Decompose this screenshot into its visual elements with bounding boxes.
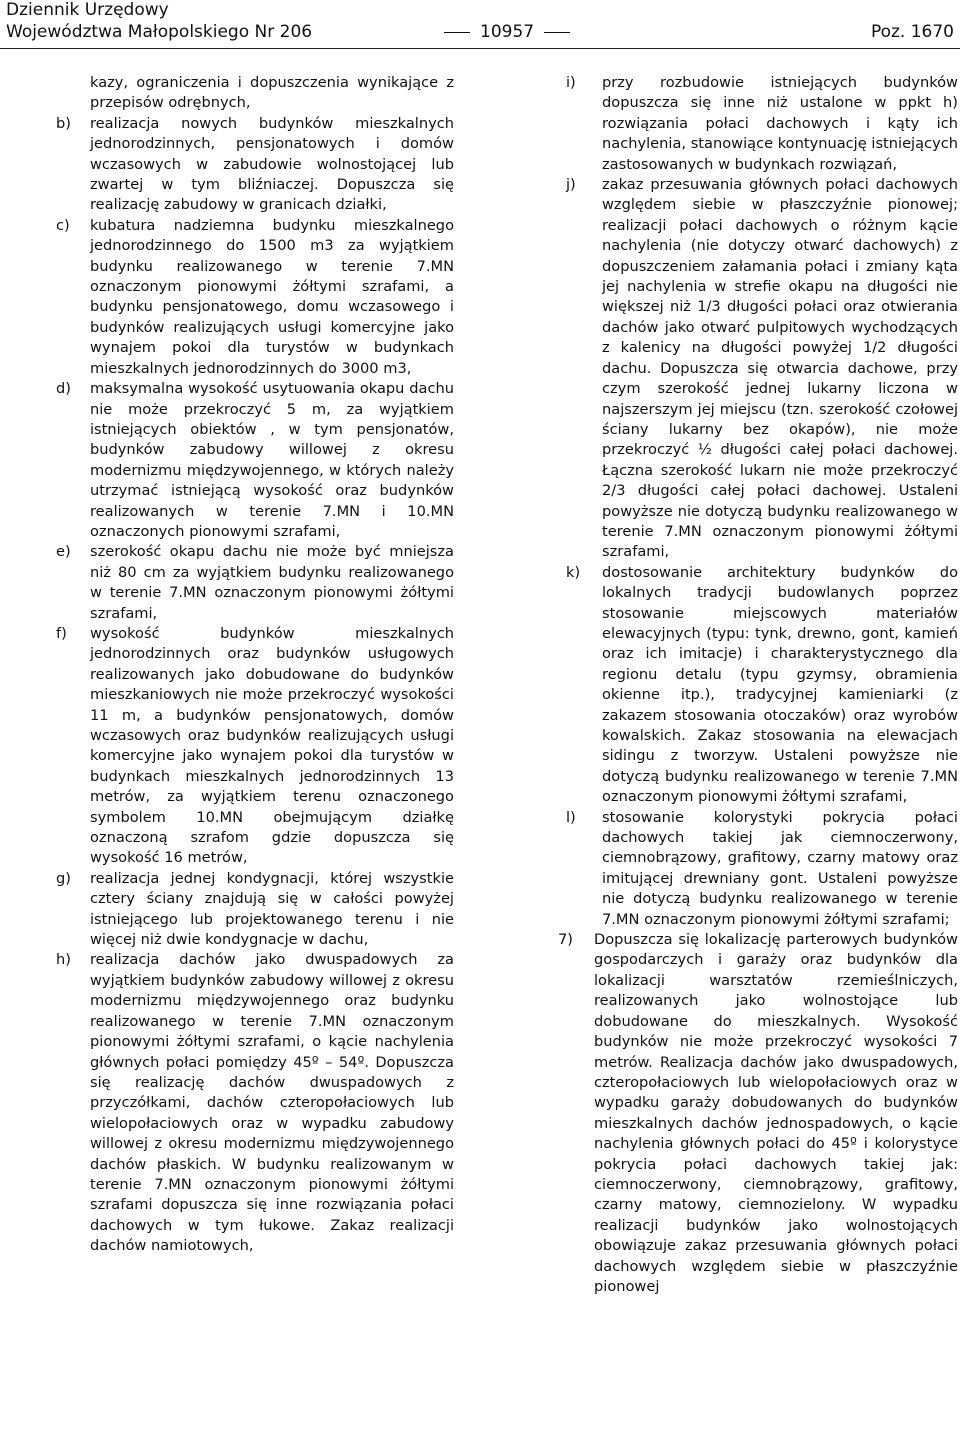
list-item-label: d) — [56, 380, 71, 398]
list-item-d — [56, 379, 454, 542]
list-item-label: j) — [566, 176, 576, 194]
list-item-text: dostosowanie architektury budynków do lokalnych tradycji budowlanych poprzez stosowanie miejscowych materiałów elewacyjnych (typu: tynk, drewno, gont, kamień oraz ich imitacje) i charakterystycznego dla regionu detalu (typu gzymsy, obramienia okienne itp.), tradycyjnej kamieniarki (z zakazem stosowania otoczaków) oraz wyrobów kowalskich. Zakaz stosowania na elewacjach sidingu z tworzyw. Ustaleni powyższe nie dotyczą budynku realizowanego w terenie 7.MN oznaczonym pionowymi żółtymi szrafami, — [602, 563, 958, 806]
numbered-item-text: Dopuszcza się lokalizację parterowych budynków gospodarczych i garaży oraz budynków dla lokalizacji warsztatów rzemieślniczych, realizowanych jako wolnostojące lub dobudowane do mieszkalnych. Wysokość budynków nie może przekroczyć wysokości 7 metrów. Realizacja dachów jako dwuspadowych, czteropołaciowych lub wielopołaciowych oraz w wypadku garaży dobudowanych do budynków mieszkalnych dachów jednospadowych, o kącie nachylenia głównych połaci do 45º i kolorystyce pokrycia połaci dachowych takiej jak: ciemnoczerwony, ciemnobrązowy, grafitowy, czarny matowy, ciemnozielony. W wypadku realizacji budynków jako wolnostojących obowiązuje zakaz przesuwania głównych połaci dachowych względem siebie w płaszczyźnie pionowej — [594, 931, 958, 1295]
list-item-label: e) — [56, 543, 71, 561]
list-item-i — [566, 73, 958, 175]
list-item-a-continuation — [56, 73, 454, 114]
list-item-k — [566, 563, 958, 808]
list-item-j — [566, 175, 958, 563]
position-number: Poz. 1670 — [870, 22, 954, 42]
journal-title: Dziennik Urzędowy — [6, 0, 169, 20]
right-column — [558, 73, 958, 1297]
list-item-text: stosowanie kolorystyki pokrycia połaci dachowych takiej jak ciemnoczerwony, ciemnobrązowy, grafitowy, czarny matowy oraz imitującej drewniany gont. Ustaleni powyższe nie dotyczą budynku realizowanego w terenie 7.MN oznaczonym pionowymi żółtymi szrafami; — [602, 808, 958, 928]
list-item-label: b) — [56, 114, 71, 132]
list-item-text: realizacja nowych budynków mieszkalnych jednorodzinnych, pensjonatowych i domów wczasowych w zabudowie wolnostojącej lub zwartej w tym bliźniaczej. Dopuszcza się realizację zabudowy w granicach działki, — [90, 114, 454, 214]
list-item-label: l) — [566, 808, 576, 826]
page-header — [0, 0, 960, 49]
numbered-item-label: 7) — [558, 931, 573, 949]
list-item-b — [56, 114, 454, 216]
list-item-label: k) — [566, 563, 581, 581]
list-item-text: maksymalna wysokość usytuowania okapu dachu nie może przekroczyć 5 m, za wyjątkiem istniejących obiektów , w tym pensjonatów, budynków zabudowy willowej z okresu modernizmu międzywojennego, w których należy utrzymać istniejącą wysokość oraz budynków realizowanych w terenie 7.MN i 10.MN oznaczonych pionowymi szrafami, — [90, 380, 454, 540]
list-item-text: kazy, ograniczenia i dopuszczenia wynikające z przepisów odrębnych, — [90, 74, 454, 112]
list-item-label: g) — [56, 869, 71, 887]
list-item-text: realizacja dachów jako dwuspadowych za wyjątkiem budynków zabudowy willowej z okresu modernizmu międzywojennego oraz budynku realizowanego w terenie 7.MN oznaczonym pionowymi żółtymi szrafami, o kącie nachylenia głównych połaci pomiędzy 45º – 54º. Dopuszcza się realizację dachów dwuspadowych z przyczółkami, dachów czteropołaciowych lub wielopołaciowych oraz w wypadku zabudowy willowej z okresu modernizmu międzywojennego dachów płaskich. W budynku realizowanym w terenie 7.MN oznaczonym pionowymi żółtymi szrafami dopuszcza się inne rozwiązania połaci dachowych w tym łukowe. Zakaz realizacji dachów namiotowych, — [90, 951, 454, 1255]
list-item-label: i) — [566, 74, 576, 91]
list-item-text: zakaz przesuwania głównych połaci dachowych względem siebie w płaszczyźnie pionowej; realizacji połaci dachowych o różnym kącie nachylenia (nie dotyczy otwarć dachowych) z dopuszczeniem załamania połaci i zmiany kąta jej nachylenia w strefie okapu na długości nie większej niż 1/3 długości połaci oraz otwierania dachów jako otwarć pulpitowych wychodzących z kalenicy na długości powyżej 1/2 długości dachu. Dopuszcza się otwarcia dachowe, przy czym szerokość jednej lukarny liczona w najszerszym jej miejscu (tzn. szerokość czołowej ściany lukarny bez okapów), nie może przekroczyć ½ długości całej połaci dachowej. Łączna szerokość lukarn nie może przekroczyć 2/3 długości całej połaci dachowej. Ustaleni powyższe nie dotyczą budynku realizowanego w terenie 7.MN oznaczonym pionowymi żółtymi szrafami, — [602, 176, 958, 561]
list-item-label: f) — [56, 624, 67, 642]
journal-subtitle: Województwa Małopolskiego Nr 206 — [6, 22, 313, 42]
list-item-c — [56, 216, 454, 379]
list-item-l — [566, 808, 958, 930]
numbered-item-7 — [558, 930, 958, 1297]
list-item-text: kubatura nadziemna budynku mieszkalnego jednorodzinnego do 1500 m3 za wyjątkiem budynku realizowanego w terenie 7.MN oznaczonym pionowymi żółtymi szrafami, a budynku pensjonatowego, domu wczasowego i budynków realizujących usługi komercyjne jako wynajem pokoi dla turystów w budynkach mieszkalnych jednorodzinnych do 3000 m3, — [90, 216, 454, 377]
list-item-text: przy rozbudowie istniejących budynków dopuszcza się inne niż ustalone w ppkt h) rozwiązania połaci dachowych i kąty ich nachylenia, stanowiące kontynuację istniejących zastosowanych w budynkach rozwiązań, — [602, 74, 958, 173]
list-item-label: c) — [56, 216, 70, 234]
list-item-e — [56, 542, 454, 624]
list-item-h — [56, 950, 454, 1256]
list-item-f — [56, 624, 454, 869]
list-item-text: wysokość budynków mieszkalnych jednorodzinnych oraz budynków usługowych realizowanych jako dobudowane do budynków mieszkaniowych nie może przekroczyć wysokości 11 m, a budynków pensjonatowych, domów wczasowych oraz budynków realizujących usługi komercyjne jako wynajem pokoi dla turystów w budynkach mieszkalnych jednorodzinnych 13 metrów, za wyjątkiem terenu oznaczonego symbolem 10.MN obejmującym działkę oznaczoną szrafom gdzie dopuszcza się wysokość 16 metrów, — [90, 624, 454, 867]
list-item-text: realizacja jednej kondygnacji, której wszystkie cztery ściany znajdują się w całości powyżej istniejącego lub projektowanego terenu i nie więcej niż dwie kondygnacje w dachu, — [90, 869, 454, 949]
left-column — [56, 73, 454, 1257]
page-number: 10957 — [434, 21, 580, 43]
list-item-label: h) — [56, 951, 71, 969]
list-item-text: szerokość okapu dachu nie może być mniejsza niż 80 cm za wyjątkiem budynku realizowanego w terenie 7.MN oznaczonym pionowymi żółtymi szrafami, — [90, 543, 454, 622]
list-item-g — [56, 869, 454, 951]
